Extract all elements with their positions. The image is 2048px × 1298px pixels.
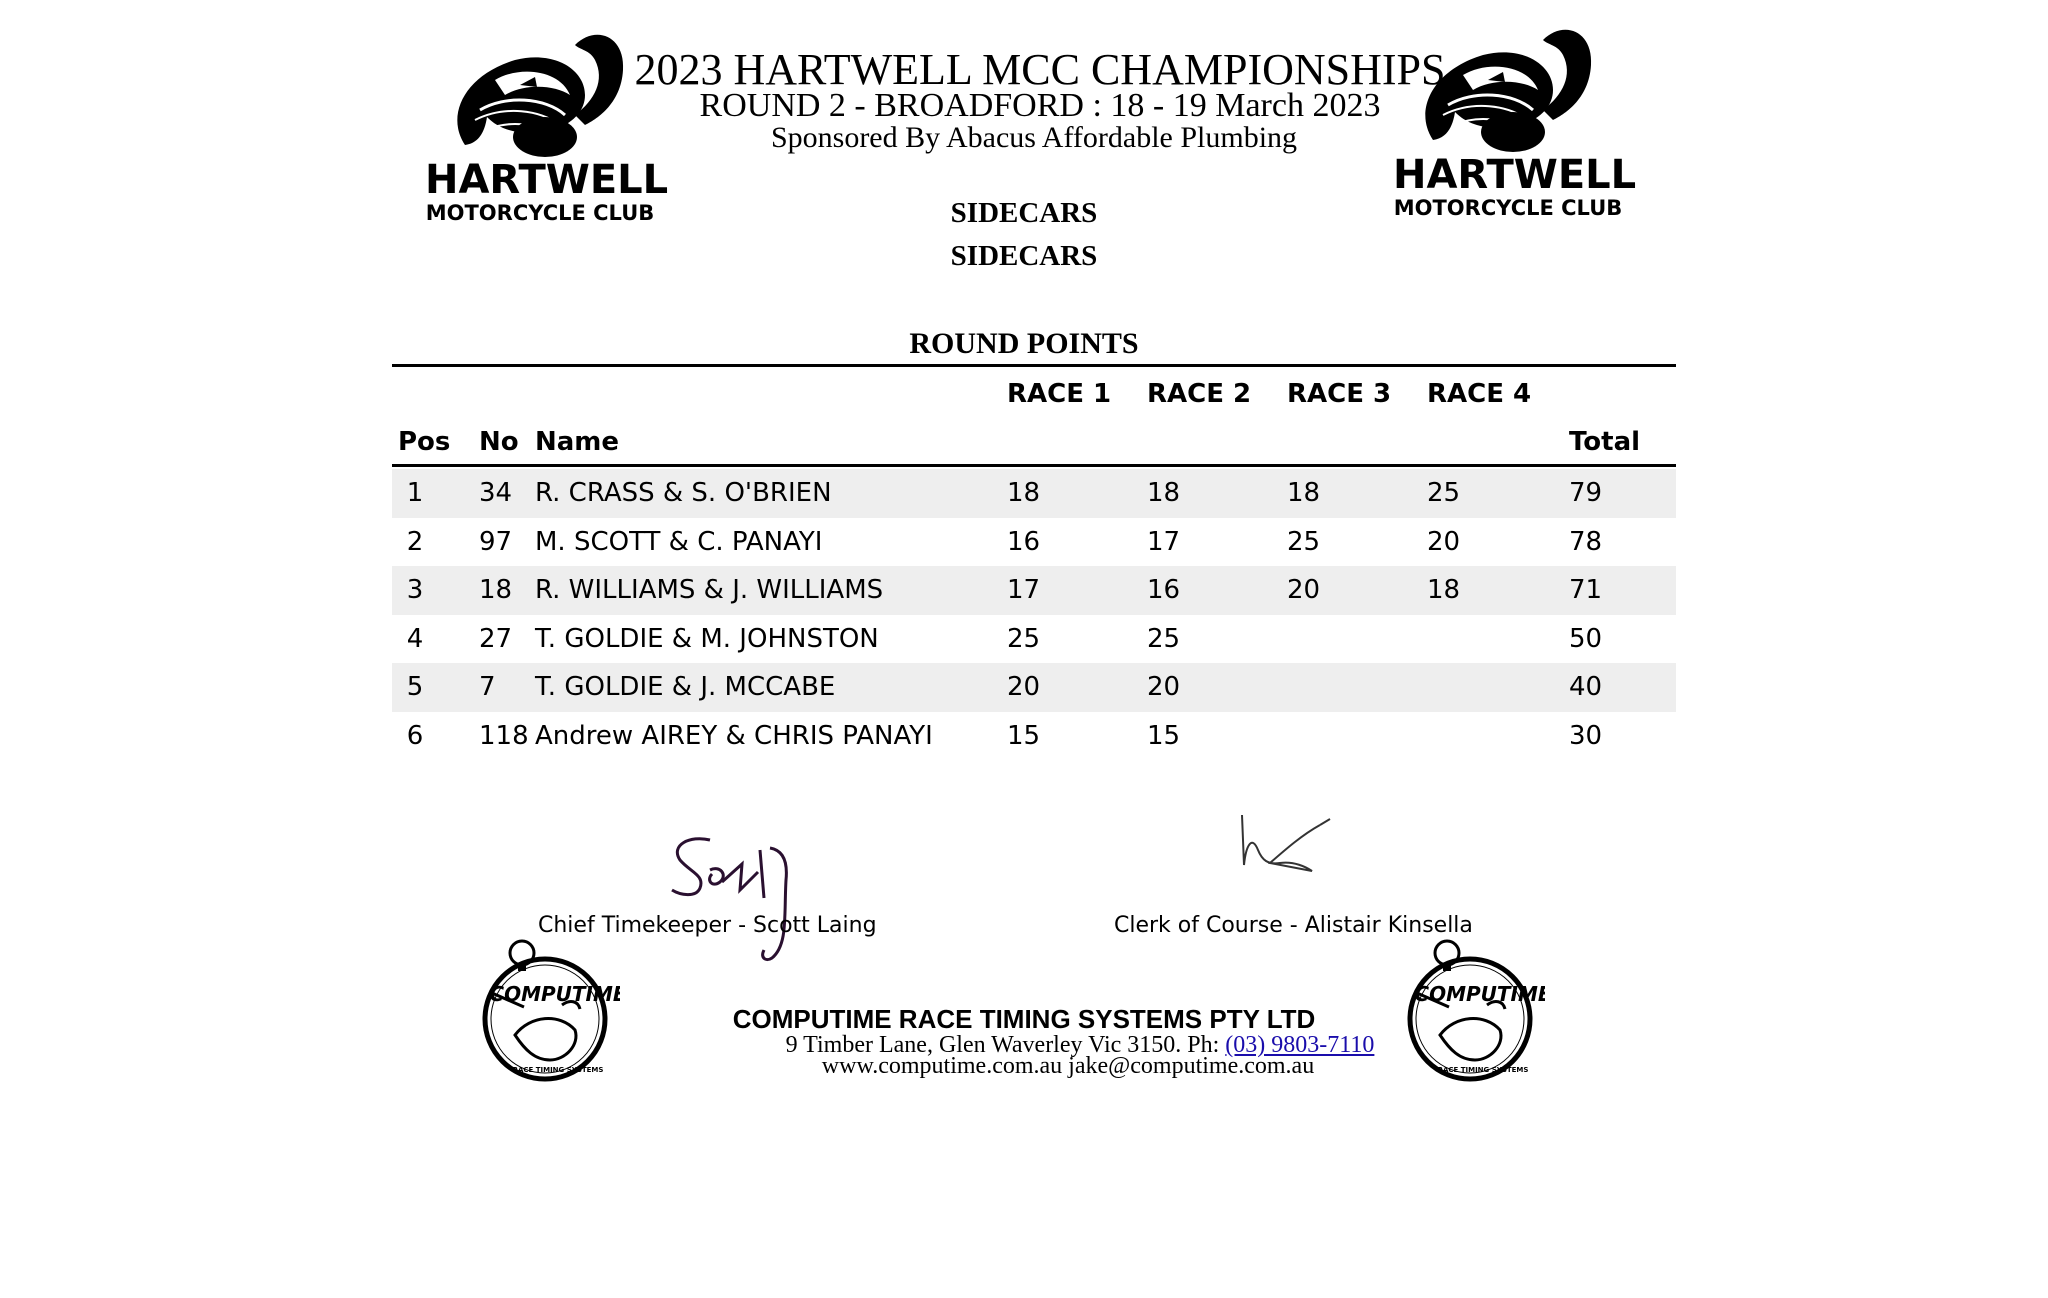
results-table-body bbox=[392, 469, 1676, 760]
club-logo-text-2: MOTORCYCLE CLUB bbox=[1393, 196, 1623, 220]
race-2-header: RACE 2 bbox=[1147, 379, 1252, 409]
race-2-cell: 25 bbox=[1147, 623, 1181, 654]
race-1-cell: 25 bbox=[1007, 623, 1041, 654]
race-2-cell: 18 bbox=[1147, 478, 1181, 508]
table-row bbox=[392, 469, 1676, 518]
pos-cell: 2 bbox=[406, 526, 424, 557]
pos-header: Pos bbox=[398, 427, 451, 457]
race-1-cell: 15 bbox=[1007, 720, 1041, 751]
total-cell: 50 bbox=[1569, 623, 1603, 654]
race-1-cell: 16 bbox=[1007, 526, 1041, 557]
table-row bbox=[392, 712, 1676, 761]
race-4-cell: 20 bbox=[1427, 526, 1461, 557]
table-header-rule bbox=[392, 464, 1676, 467]
motorcycle-rider-icon bbox=[1393, 20, 1623, 160]
total-cell: 79 bbox=[1569, 478, 1603, 508]
class-title-1: SIDECARS bbox=[950, 197, 1098, 229]
race-3-cell: 20 bbox=[1287, 575, 1321, 605]
table-top-rule bbox=[392, 364, 1676, 367]
championship-title: 2023 HARTWELL MCC CHAMPIONSHIPS bbox=[634, 45, 1446, 94]
timing-sub-text: RACE TIMING SYSTEMS bbox=[512, 1066, 604, 1074]
motorcycle-rider-icon bbox=[425, 25, 655, 165]
name-cell: T. GOLDIE & M. JOHNSTON bbox=[535, 623, 879, 654]
no-cell: 97 bbox=[479, 526, 513, 557]
total-cell: 40 bbox=[1569, 672, 1603, 702]
race-1-cell: 20 bbox=[1007, 672, 1041, 702]
race-1-cell: 17 bbox=[1007, 575, 1041, 605]
sponsor-line: Sponsored By Abacus Affordable Plumbing bbox=[770, 121, 1298, 154]
no-cell: 118 bbox=[479, 720, 529, 751]
pos-cell: 6 bbox=[406, 720, 424, 751]
company-web-email: www.computime.com.au jake@computime.com.au bbox=[821, 1053, 1315, 1079]
table-row bbox=[392, 615, 1676, 664]
total-cell: 78 bbox=[1569, 526, 1603, 557]
total-header: Total bbox=[1569, 427, 1641, 457]
name-cell: M. SCOTT & C. PANAYI bbox=[535, 526, 823, 557]
name-header: Name bbox=[535, 427, 620, 457]
timing-sub-text: RACE TIMING SYSTEMS bbox=[1437, 1066, 1529, 1074]
race-2-cell: 17 bbox=[1147, 526, 1181, 557]
clerk-label: Clerk of Course - Alistair Kinsella bbox=[1114, 913, 1473, 938]
no-cell: 7 bbox=[479, 672, 496, 702]
name-cell: R. WILLIAMS & J. WILLIAMS bbox=[535, 575, 884, 605]
no-cell: 34 bbox=[479, 478, 513, 508]
race-4-cell: 25 bbox=[1427, 478, 1461, 508]
phone-link[interactable]: (03) 9803-7110 bbox=[1225, 1032, 1375, 1058]
address-text: 9 Timber Lane, Glen Waverley Vic 3150. Ph: bbox=[785, 1032, 1226, 1058]
timing-brand-text: COMPUTIME bbox=[489, 982, 620, 1006]
table-row bbox=[392, 663, 1676, 712]
pos-cell: 5 bbox=[406, 672, 424, 702]
name-cell: R. CRASS & S. O'BRIEN bbox=[535, 478, 832, 508]
pos-cell: 3 bbox=[406, 575, 424, 605]
hartwell-logo-right bbox=[1393, 20, 1637, 220]
race-2-cell: 20 bbox=[1147, 672, 1181, 702]
no-cell: 18 bbox=[479, 575, 513, 605]
round-subtitle: ROUND 2 - BROADFORD : 18 - 19 March 2023 bbox=[699, 87, 1381, 124]
race-4-cell: 18 bbox=[1427, 575, 1461, 605]
no-cell: 27 bbox=[479, 623, 513, 654]
no-header: No bbox=[479, 427, 519, 457]
timekeeper-label: Chief Timekeeper - Scott Laing bbox=[538, 913, 877, 938]
pos-cell: 1 bbox=[406, 478, 424, 508]
hartwell-logo-left bbox=[425, 25, 669, 225]
race-1-cell: 18 bbox=[1007, 478, 1041, 508]
pos-cell: 4 bbox=[406, 623, 424, 654]
race-3-header: RACE 3 bbox=[1287, 379, 1392, 409]
timing-brand-text: COMPUTIME bbox=[1414, 982, 1545, 1006]
race-4-header: RACE 4 bbox=[1427, 379, 1532, 409]
race-3-cell: 25 bbox=[1287, 526, 1321, 557]
name-cell: T. GOLDIE & J. MCCABE bbox=[535, 672, 836, 702]
club-logo-text-2: MOTORCYCLE CLUB bbox=[425, 201, 655, 225]
table-row bbox=[392, 566, 1676, 615]
section-title: ROUND POINTS bbox=[909, 327, 1139, 360]
race-3-cell: 18 bbox=[1287, 478, 1321, 508]
total-cell: 30 bbox=[1569, 720, 1603, 751]
total-cell: 71 bbox=[1569, 575, 1603, 605]
name-cell: Andrew AIREY & CHRIS PANAYI bbox=[535, 720, 933, 751]
club-logo-text-1: HARTWELL bbox=[425, 157, 669, 203]
timekeeper-signature bbox=[660, 820, 860, 970]
company-name: COMPUTIME RACE TIMING SYSTEMS PTY LTD bbox=[732, 1004, 1316, 1034]
class-title-2: SIDECARS bbox=[950, 240, 1098, 272]
race-2-cell: 16 bbox=[1147, 575, 1181, 605]
club-logo-text-1: HARTWELL bbox=[1393, 152, 1637, 198]
clerk-signature bbox=[1230, 805, 1350, 895]
race-2-cell: 15 bbox=[1147, 720, 1181, 751]
race-1-header: RACE 1 bbox=[1007, 379, 1112, 409]
table-row bbox=[392, 518, 1676, 567]
